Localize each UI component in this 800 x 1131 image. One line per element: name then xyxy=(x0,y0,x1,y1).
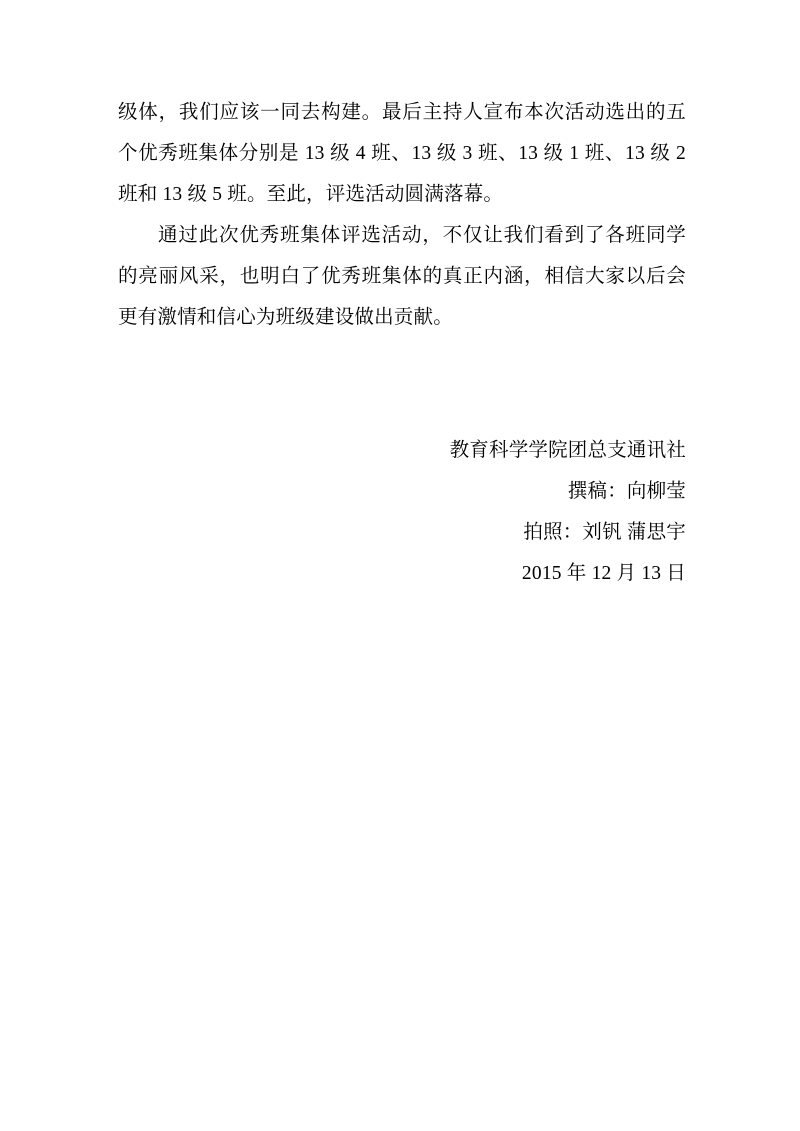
signature-photographer: 拍照：刘钒 蒲思宇 xyxy=(523,522,686,543)
paragraph-continuation: 级体，我们应该一同去构建。最后主持人宣布本次活动选出的五个优秀班集体分别是 13 级 4 班、13 级 3 班、13 级 1 班、13 级 2 班和 13 级 5 班。至此，评选活动圆满落幕。 xyxy=(118,102,686,205)
document-body xyxy=(118,92,686,338)
paragraph-summary: 通过此次优秀班集体评选活动，不仅让我们看到了各班同学的亮丽风采，也明白了优秀班集体的真正内涵，相信大家以后会更有激情和信心为班级建设做出贡献。 xyxy=(118,225,686,328)
signature-date: 2015 年 12 月 13 日 xyxy=(521,563,686,584)
signature-block xyxy=(118,430,686,594)
signature-organization: 教育科学学院团总支通讯社 xyxy=(449,440,686,461)
signature-writer: 撰稿：向柳莹 xyxy=(567,481,686,502)
